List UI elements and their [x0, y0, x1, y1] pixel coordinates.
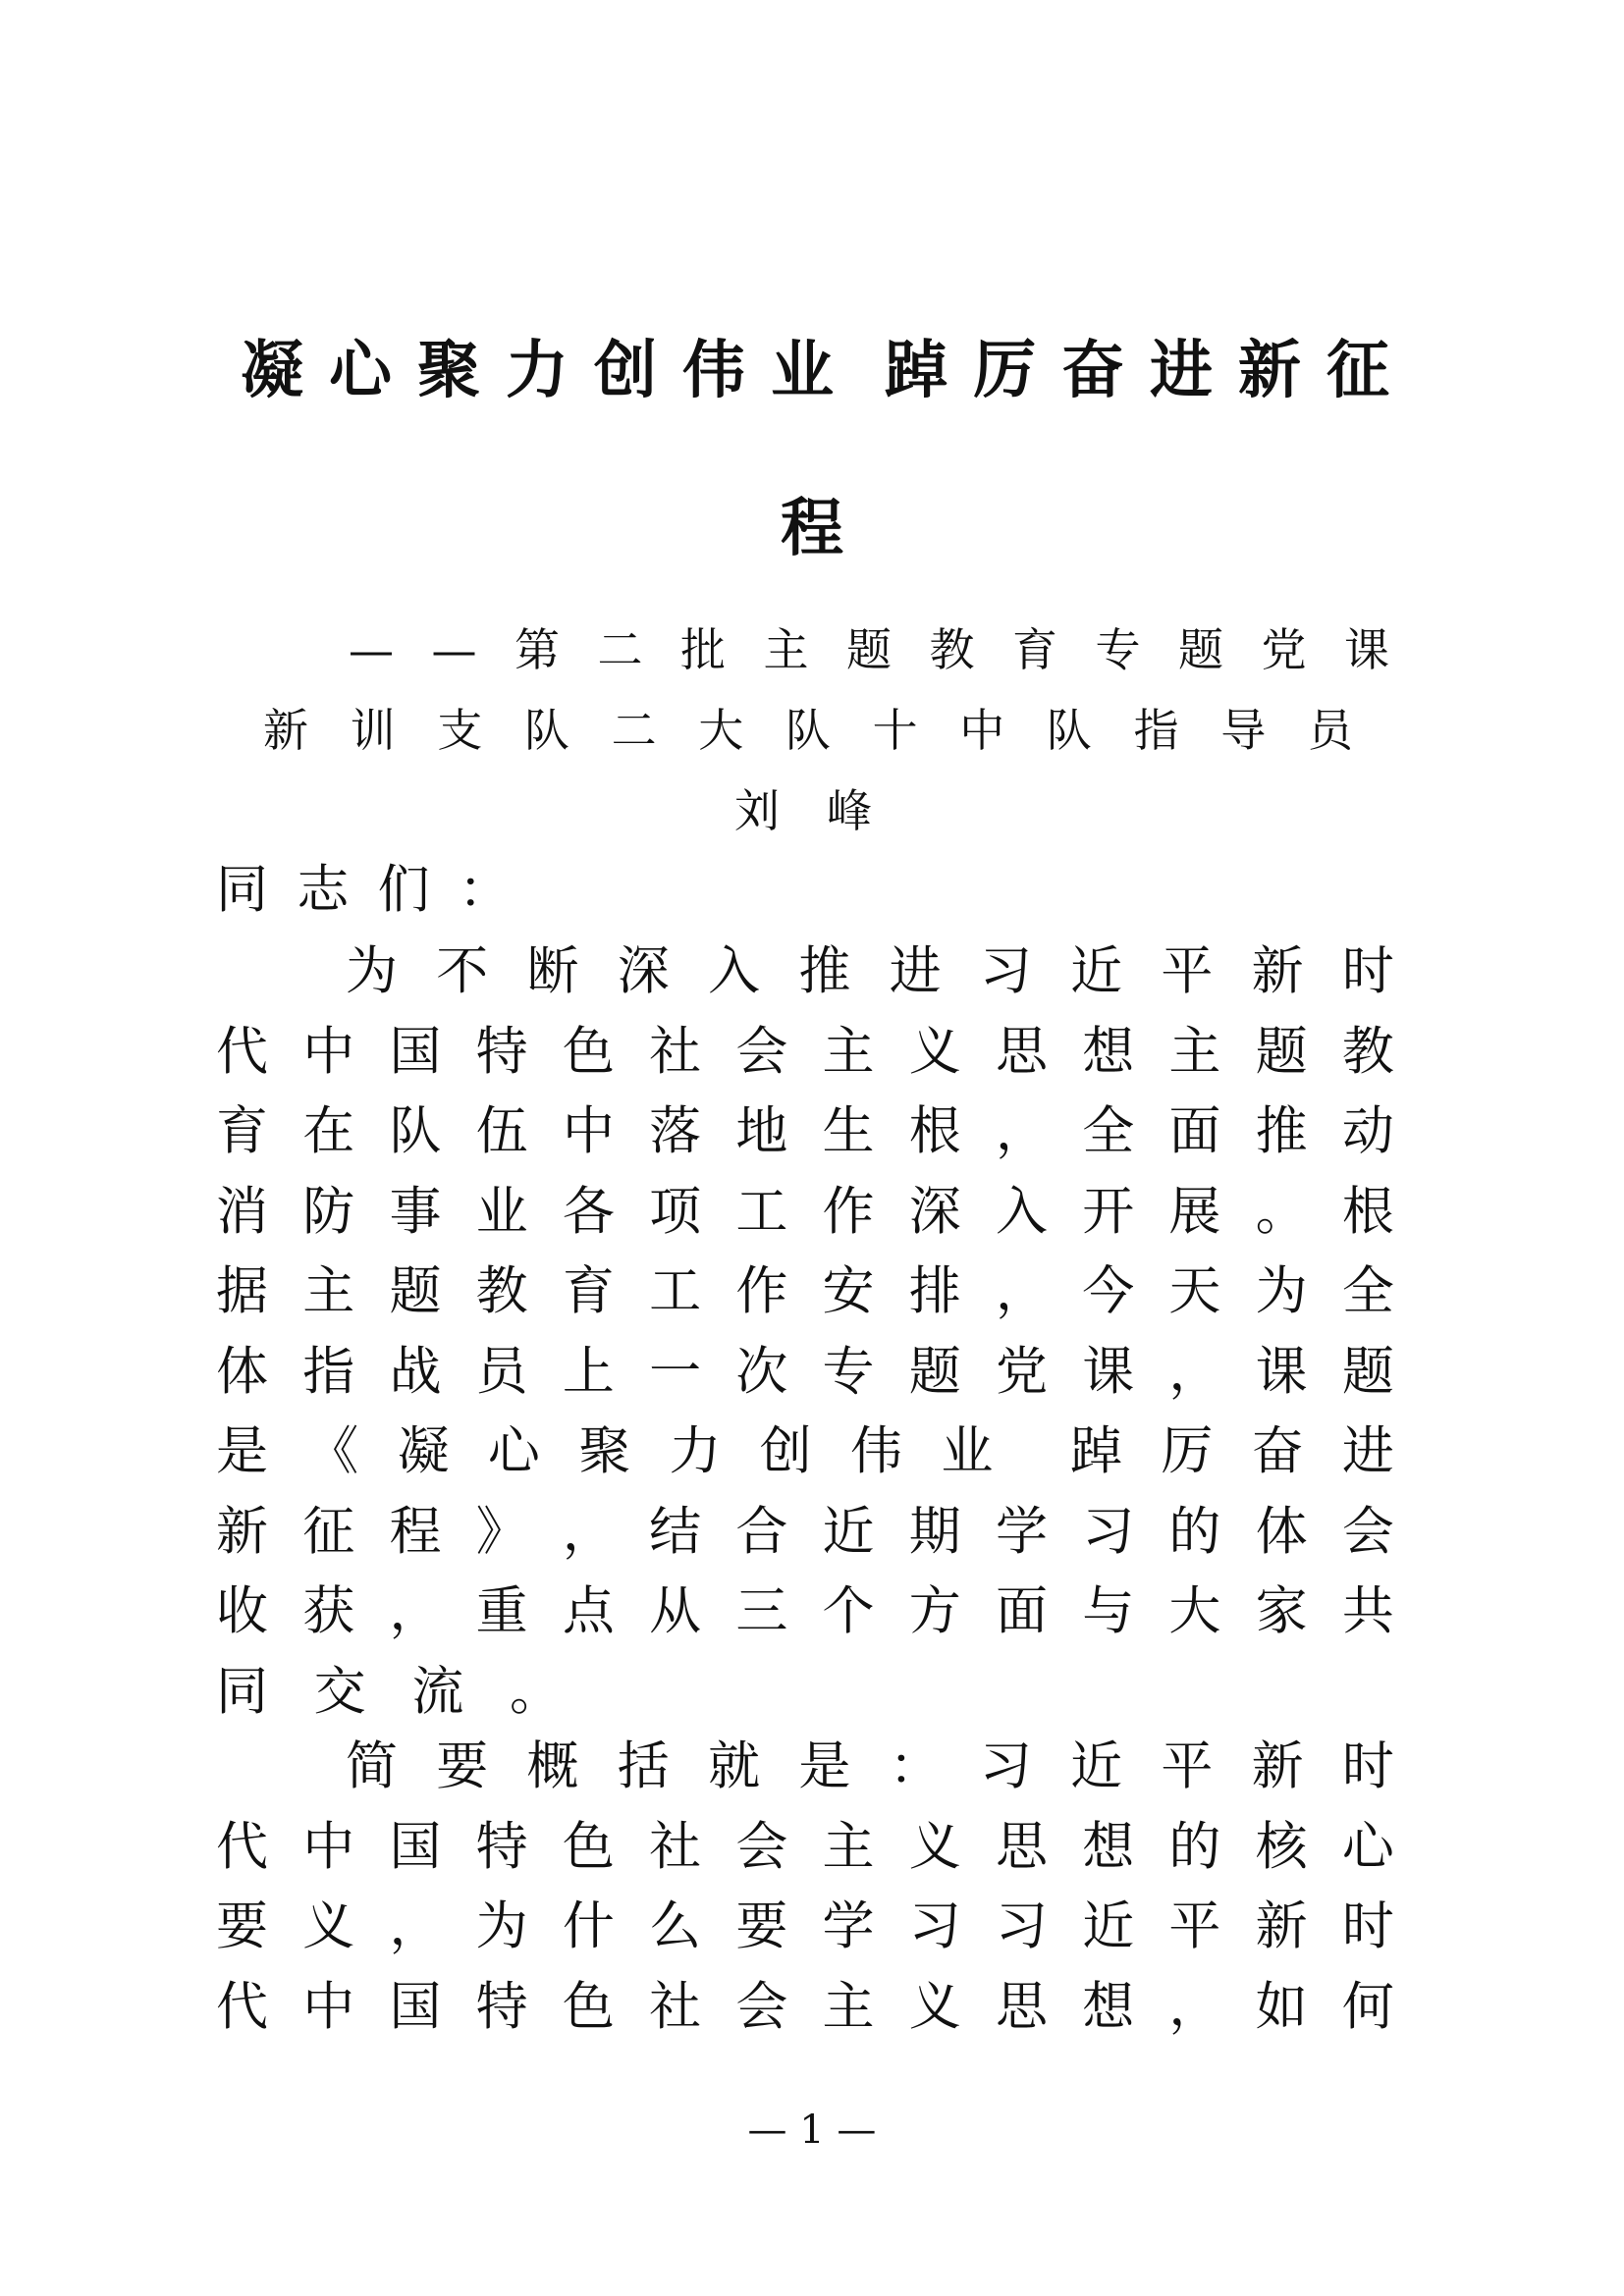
paragraph-line: 同 交 流 。: [216, 1661, 562, 1722]
author-unit: 新 训 支 队 二 大 队 十 中 队 指 导 员: [263, 704, 1353, 757]
title-line-1: 凝 心 聚 力 创 伟 业 踔 厉 奋 进 新 征: [241, 335, 1389, 407]
author-name: 刘 峰: [734, 784, 872, 837]
paragraph-line: 新 征 程 》 ， 结 合 近 期 学 习 的 体 会: [216, 1501, 1394, 1562]
paragraph-line: 代 中 国 特 色 社 会 主 义 思 想 主 题 教: [216, 1021, 1394, 1082]
paragraph-line: 据 主 题 教 育 工 作 安 排 ， 今 天 为 全: [216, 1261, 1394, 1321]
paragraph-line: 要 义 ， 为 什 么 要 学 习 习 近 平 新 时: [216, 1896, 1394, 1956]
paragraph-line: 收 获 ， 重 点 从 三 个 方 面 与 大 家 共: [216, 1581, 1394, 1641]
salutation: 同 志 们 ：: [216, 860, 511, 920]
title-line-2: 程: [781, 493, 843, 565]
paragraph-line: 育 在 队 伍 中 落 地 生 根 ， 全 面 推 动: [216, 1101, 1394, 1161]
subtitle: — — 第 二 批 主 题 教 育 专 题 党 课: [349, 623, 1389, 676]
paragraph-line: 是 《 凝 心 聚 力 创 伟 业 踔 厉 奋 进: [216, 1421, 1394, 1481]
paragraph-line: 消 防 事 业 各 项 工 作 深 入 开 展 。 根: [216, 1181, 1394, 1242]
paragraph-line: 简 要 概 括 就 是 ： 习 近 平 新 时: [346, 1736, 1394, 1796]
paragraph-line: 为 不 断 深 入 推 进 习 近 平 新 时: [346, 941, 1394, 1001]
paragraph-line: 体 指 战 员 上 一 次 专 题 党 课 ， 课 题: [216, 1341, 1394, 1402]
page-number: — 1 —: [747, 2108, 877, 2153]
paragraph-line: 代 中 国 特 色 社 会 主 义 思 想 ， 如 何: [216, 1976, 1394, 2037]
paragraph-line: 代 中 国 特 色 社 会 主 义 思 想 的 核 心: [216, 1816, 1394, 1877]
